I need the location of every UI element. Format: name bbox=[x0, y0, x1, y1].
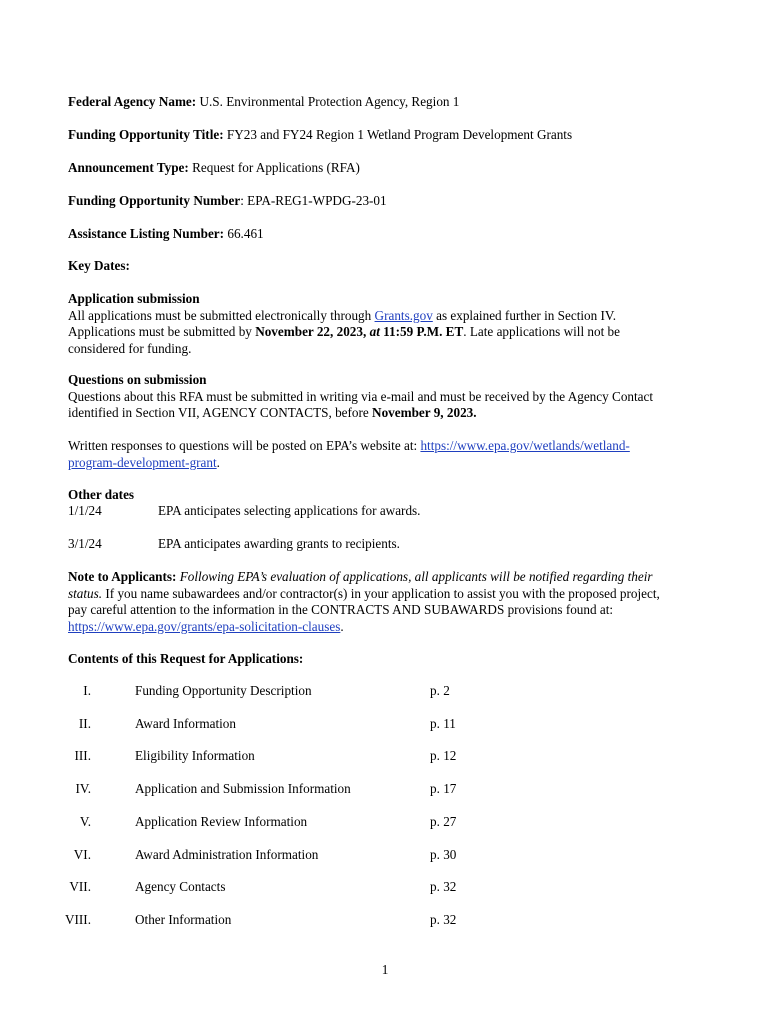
announcement-type-label: Announcement Type: bbox=[68, 160, 189, 175]
application-line-3: considered for funding. bbox=[68, 340, 192, 356]
note-line-3: pay careful attention to the information in the CONTRACTS AND SUBAWARDS provisions found at: bbox=[68, 602, 614, 617]
toc-row[interactable] bbox=[0, 912, 770, 929]
contents-heading-text: Contents of this Request for Applications: bbox=[68, 651, 304, 666]
other-date-text: EPA anticipates awarding grants to recipients. bbox=[158, 536, 400, 551]
toc-row[interactable] bbox=[0, 748, 770, 765]
questions-line-2-text: identified in Section VII, AGENCY CONTACTS, before bbox=[68, 405, 373, 420]
questions-section bbox=[68, 372, 698, 422]
note-line-1 bbox=[68, 569, 698, 586]
application-line-2 bbox=[68, 324, 698, 341]
written-responses-line-2 bbox=[68, 455, 698, 472]
questions-deadline-date: November 9, 2023. bbox=[372, 405, 477, 420]
announcement-type-line bbox=[68, 160, 698, 177]
toc-title: Eligibility Information bbox=[135, 748, 255, 763]
grants-gov-link[interactable]: Grants.gov bbox=[374, 307, 433, 323]
application-submission-heading: Application submission bbox=[68, 291, 200, 306]
toc-row[interactable] bbox=[0, 879, 770, 896]
key-dates-heading-text: Key Dates: bbox=[68, 258, 130, 273]
written-responses-section bbox=[68, 438, 698, 471]
note-end: . bbox=[340, 618, 344, 634]
funding-title-value: FY23 and FY24 Region 1 Wetland Program Development Grants bbox=[226, 127, 573, 142]
agency-name-value: U.S. Environmental Protection Agency, Region 1 bbox=[199, 94, 460, 109]
toc-row[interactable] bbox=[0, 716, 770, 733]
toc-number: V. bbox=[79, 814, 91, 829]
application-deadline-date: November 22, 2023, bbox=[255, 324, 367, 339]
note-line-2-text: If you name subawardees and/or contractor(s) in your application to assist you with the proposed project, bbox=[102, 585, 660, 601]
other-dates-heading bbox=[68, 487, 698, 504]
questions-line-1: Questions about this RFA must be submitted in writing via e-mail and must be received by the Agency Contact bbox=[68, 388, 654, 404]
note-line-4 bbox=[68, 619, 698, 636]
other-date-text: EPA anticipates selecting applications for awards. bbox=[158, 503, 421, 518]
application-submission-section bbox=[68, 291, 698, 357]
toc-title: Award Administration Information bbox=[135, 847, 319, 862]
toc-number: III. bbox=[74, 748, 91, 763]
application-line-1 bbox=[68, 308, 698, 325]
funding-title-line bbox=[68, 127, 698, 144]
toc-row[interactable] bbox=[0, 814, 770, 831]
toc-title: Funding Opportunity Description bbox=[135, 683, 312, 698]
agency-name-label: Federal Agency Name: bbox=[68, 94, 197, 109]
toc-title: Application Review Information bbox=[135, 814, 308, 829]
application-line-2-post: . Late applications will not be bbox=[463, 324, 621, 339]
toc-page: p. 32 bbox=[430, 879, 457, 894]
epa-solicitation-clauses-link[interactable]: https://www.epa.gov/grants/epa-solicitation-clauses bbox=[68, 618, 341, 634]
written-responses-text: Written responses to questions will be posted on EPA’s website at: bbox=[68, 438, 421, 453]
toc-title: Application and Submission Information bbox=[135, 781, 351, 796]
funding-number-line bbox=[68, 193, 698, 210]
page-number: 1 bbox=[381, 962, 389, 977]
agency-name-line bbox=[68, 94, 698, 111]
toc-page: p. 27 bbox=[430, 814, 457, 829]
toc-row[interactable] bbox=[0, 847, 770, 864]
assistance-listing-value: 66.461 bbox=[227, 226, 264, 241]
toc-number: IV. bbox=[75, 781, 91, 796]
funding-title-label: Funding Opportunity Title: bbox=[68, 127, 224, 142]
note-italic-2: status. bbox=[68, 585, 103, 601]
questions-heading: Questions on submission bbox=[68, 372, 207, 387]
other-date-date: 1/1/24 bbox=[68, 503, 102, 518]
application-deadline-time: 11:59 P.M. ET bbox=[383, 324, 464, 339]
note-line-2 bbox=[68, 586, 698, 603]
funding-number-label: Funding Opportunity Number bbox=[68, 193, 241, 208]
contents-heading bbox=[68, 651, 698, 668]
toc-page: p. 2 bbox=[430, 683, 450, 698]
other-date-date: 3/1/24 bbox=[68, 536, 102, 551]
toc-page: p. 12 bbox=[430, 748, 457, 763]
toc-row[interactable] bbox=[0, 683, 770, 700]
note-to-applicants-section bbox=[68, 569, 698, 635]
assistance-listing-label: Assistance Listing Number: bbox=[68, 226, 225, 241]
toc-page: p. 32 bbox=[430, 912, 457, 927]
questions-line-2 bbox=[68, 405, 698, 422]
toc-row[interactable] bbox=[0, 781, 770, 798]
toc-title: Other Information bbox=[135, 912, 232, 927]
assistance-listing-line bbox=[68, 226, 698, 243]
application-line-1-post: as explained further in Section IV. bbox=[432, 307, 617, 323]
toc-number: II. bbox=[78, 716, 91, 731]
application-line-2-text: Applications must be submitted by bbox=[68, 324, 256, 339]
toc-number: VII. bbox=[69, 879, 91, 894]
application-deadline-at: at bbox=[369, 324, 380, 339]
note-italic-1: Following EPA’s evaluation of applications, all applicants will be notified regarding their bbox=[179, 569, 653, 584]
other-dates-heading-text: Other dates bbox=[68, 487, 135, 502]
epa-wetlands-link-cont[interactable]: program-development-grant bbox=[68, 454, 217, 470]
toc-page: p. 17 bbox=[430, 781, 457, 796]
toc-number: VIII. bbox=[65, 912, 91, 927]
announcement-type-value: Request for Applications (RFA) bbox=[192, 160, 360, 175]
note-label: Note to Applicants: bbox=[68, 569, 177, 584]
toc-number: I. bbox=[83, 683, 91, 698]
toc-page: p. 30 bbox=[430, 847, 457, 862]
key-dates-heading bbox=[68, 258, 698, 275]
written-responses-line-1 bbox=[68, 438, 698, 455]
epa-wetlands-link[interactable]: https://www.epa.gov/wetlands/wetland- bbox=[420, 438, 630, 453]
toc-title: Award Information bbox=[135, 716, 236, 731]
toc-number: VI. bbox=[73, 847, 91, 862]
written-responses-end: . bbox=[216, 454, 220, 470]
toc-page: p. 11 bbox=[430, 716, 456, 731]
funding-number-value: : EPA-REG1-WPDG-23-01 bbox=[240, 193, 387, 208]
toc-title: Agency Contacts bbox=[135, 879, 226, 894]
application-line-1-text: All applications must be submitted electronically through bbox=[68, 307, 375, 323]
